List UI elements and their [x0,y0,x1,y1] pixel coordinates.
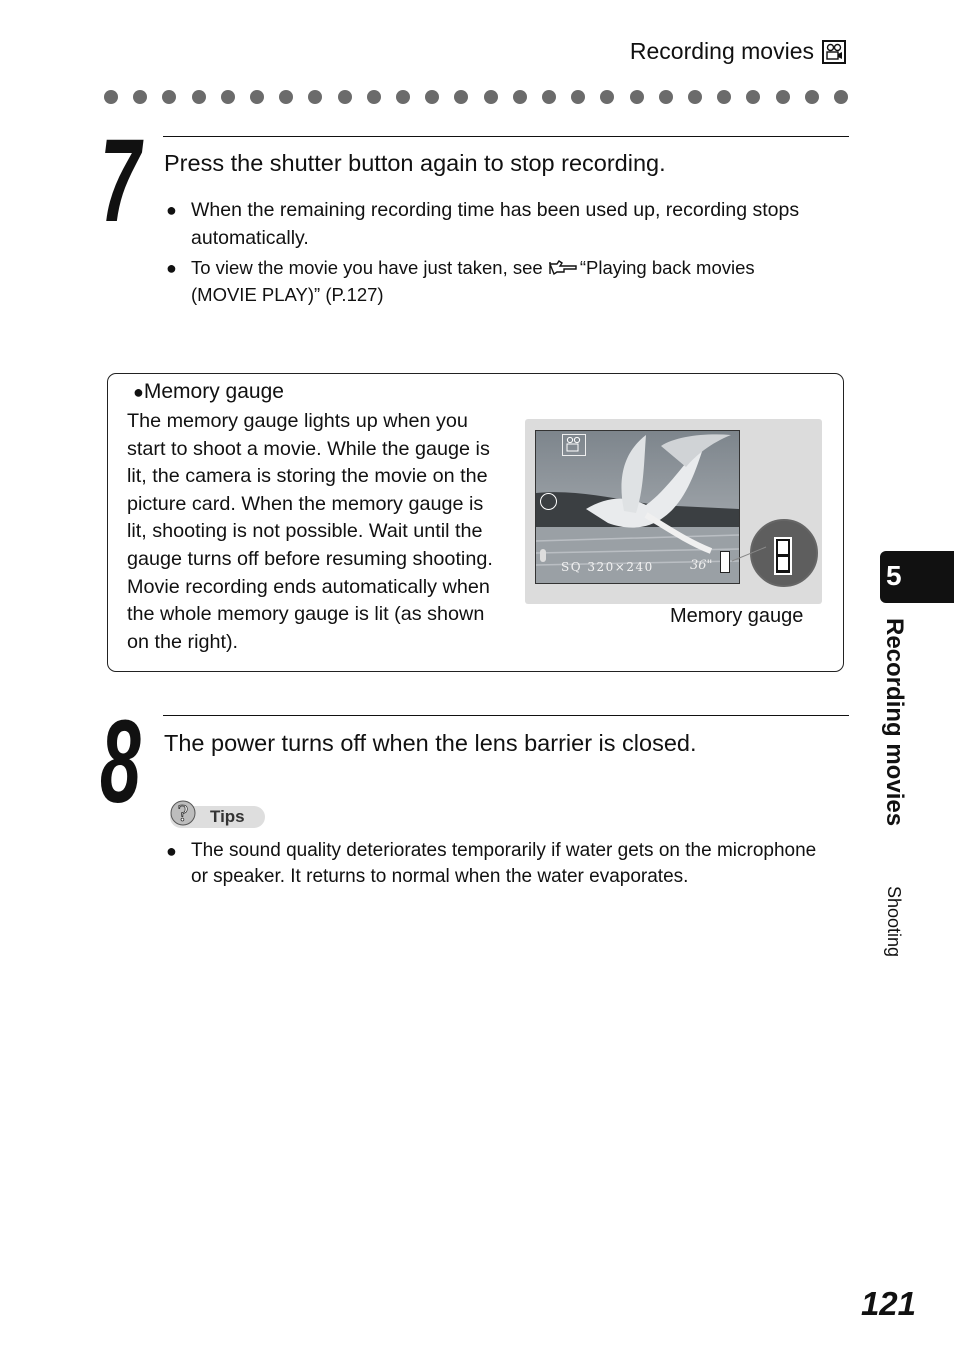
separator-dot [308,90,322,104]
separator-dot [250,90,264,104]
separator-dot [279,90,293,104]
step-7-bullet [166,196,856,252]
bullet-text-line: automatically. [191,227,309,249]
separator-dot [659,90,673,104]
bullet-text-post[interactable]: “Playing back movies [579,257,755,278]
bullet-mark: ● [166,841,177,861]
camera-lcd-image [535,430,740,584]
running-header-title: Recording movies [629,38,814,64]
separator-dot [367,90,381,104]
tips-label: Tips [210,807,245,826]
step-number-7: 7 [100,115,141,247]
separator-dot [484,90,498,104]
separator-dot [454,90,468,104]
description-line: start to shoot a movie. While the gauge is [127,437,490,460]
description-line: picture card. When the memory gauge is [127,492,484,515]
chapter-title: Recording movies [881,618,908,827]
separator-dot [776,90,790,104]
step-number-8: 8 [100,696,141,828]
description-line: the whole memory gauge is lit (as shown [127,603,485,626]
description-line: on the right). [127,630,239,653]
separator-dot [834,90,848,104]
step-7-rule [163,136,849,137]
memory-gauge-description [127,408,522,656]
bullet-text-pre: To view the movie you have just taken, see [191,257,548,278]
dotted-separator [104,90,854,106]
remaining-time-readout: 36" [690,558,713,573]
separator-dot [338,90,352,104]
svg-text:?: ? [177,801,189,827]
bullet-mark: ● [166,200,177,220]
bullet-text-line [191,254,755,282]
quality-readout: SQ 320×240 [561,560,654,574]
memory-gauge-zoomed [774,537,792,575]
movie-mode-icon [562,434,586,456]
chapter-number: 5 [886,560,902,591]
separator-dot [630,90,644,104]
heading-text: Memory gauge [143,380,284,403]
separator-dot [805,90,819,104]
magnifier-pointer [730,545,770,565]
question-mark-icon [170,798,196,828]
separator-dot [688,90,702,104]
separator-dot [717,90,731,104]
memory-gauge-caption: Memory gauge [670,605,804,627]
separator-dot [600,90,614,104]
description-line: lit, shooting is not possible. Wait until the [127,520,483,543]
separator-dot [104,90,118,104]
movie-mode-icon [822,40,846,64]
separator-dot [542,90,556,104]
separator-dot [162,90,176,104]
description-line: lit, the camera is storing the movie on the [127,465,488,488]
step-7-bullet [166,254,856,310]
separator-dot [133,90,147,104]
description-line: Movie recording ends automatically when [127,575,490,598]
memory-gauge-indicator [720,551,730,573]
pointing-hand-icon [548,256,580,274]
bullet-text-line: When the remaining recording time has been used up, recording stops [191,199,800,221]
step-7-title: Press the shutter button again to stop recording. [164,150,666,176]
section-subtitle: Shooting [884,886,904,958]
separator-dot [396,90,410,104]
step-8-rule [163,715,849,716]
separator-dot [571,90,585,104]
bullet-text-line: or speaker. It returns to normal when the water evaporates. [191,866,689,887]
separator-dot [192,90,206,104]
bullet-mark: ● [166,258,177,278]
flash-off-icon [540,493,557,510]
memory-gauge-heading [133,380,284,404]
separator-dot [221,90,235,104]
microphone-icon [540,549,546,562]
description-line: The memory gauge lights up when you [127,410,468,432]
page-number: 121 [860,1285,916,1322]
separator-dot [746,90,760,104]
step-8-title: The power turns off when the lens barrier is closed. [164,730,697,756]
bullet-text-line: The sound quality deteriorates temporarily if water gets on the microphone [191,840,817,861]
separator-dot [513,90,527,104]
bullet-mark: ● [133,382,144,402]
separator-dot [425,90,439,104]
tips-bullet [166,838,866,894]
description-line: gauge turns off before resuming shooting. [127,547,493,570]
bullet-text-line: (MOVIE PLAY)” (P.127) [191,284,384,305]
